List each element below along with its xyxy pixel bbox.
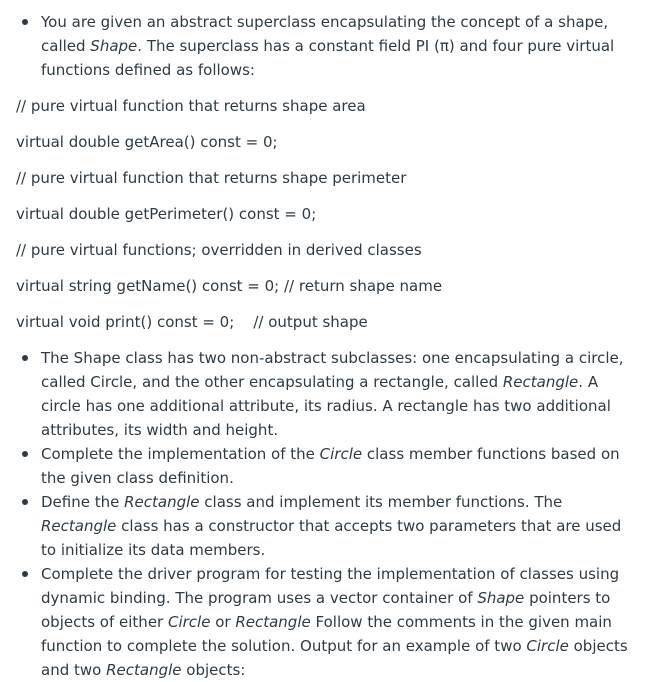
shape-class-name: Shape <box>90 37 138 55</box>
rectangle-class-name-3: Rectangle <box>235 613 311 631</box>
circle-class-name-2: Circle <box>526 637 569 655</box>
bullet-driver <box>0 562 669 682</box>
bullet-subclasses <box>0 346 669 442</box>
requirements-list <box>0 346 669 682</box>
bullet-subclasses-text-1: The Shape class has two non-abstract subclasses: one encapsulating a circle, called Circle, and the other encapsulating a rectangle, called <box>41 349 624 391</box>
circle-class-name: Circle <box>319 445 363 463</box>
shape-class-name-2: Shape <box>477 589 525 607</box>
rectangle-class-name-4: Rectangle <box>106 661 182 679</box>
intro-text-2: . The superclass has a constant field PI (π) and four pure virtual functions defined as follows: <box>41 37 615 79</box>
bullet-rect-text-1: Define the <box>41 493 125 511</box>
code-get-name: virtual string getName() const = 0; // return shape name <box>16 277 443 295</box>
bullet-driver-text-6: objects: <box>181 661 246 679</box>
bullet-subclasses-text-2: . A circle has one additional attribute, its radius. A rectangle has two additional attributes, its width and height. <box>41 373 611 439</box>
code-comment-overridden: // pure virtual functions; overridden in derived classes <box>16 241 422 259</box>
intro-text-1: You are given an abstract superclass encapsulating the concept of a shape, called <box>41 13 609 55</box>
bullet-rect-text-3: class has a constructor that accepts two parameters that are used to initialize its data members. <box>41 517 622 559</box>
bullet-driver-text-4: Follow the comments in the given main function to complete the solution. Output for an example of two <box>41 613 612 655</box>
circle-class-name-1: Circle <box>167 613 211 631</box>
bullet-circle-text-1: Complete the implementation of the <box>41 445 320 463</box>
rectangle-class-name-1: Rectangle <box>124 493 200 511</box>
bullet-driver-text-5: objects and two <box>41 637 628 679</box>
code-comment-area: // pure virtual function that returns shape area <box>16 97 366 115</box>
rectangle-class-name-2: Rectangle <box>41 517 117 535</box>
bullet-circle-text-2: class member functions based on the given class definition. <box>41 445 620 487</box>
bullet-driver-text-3: or <box>210 613 236 631</box>
bullet-rectangle-def <box>0 490 669 562</box>
requirements-section <box>0 346 669 682</box>
intro-bullet <box>0 10 669 82</box>
code-get-area: virtual double getArea() const = 0; <box>16 133 278 151</box>
bullet-driver-text-2: pointers to objects of either <box>41 589 611 631</box>
bullet-rect-text-2: class and implement its member functions. The <box>199 493 563 511</box>
intro-section <box>0 10 669 82</box>
code-comment-perimeter: // pure virtual function that returns shape perimeter <box>16 169 407 187</box>
code-get-perimeter: virtual double getPerimeter() const = 0; <box>16 205 317 223</box>
intro-list <box>0 10 669 82</box>
rectangle-class-name: Rectangle <box>502 373 579 391</box>
bullet-circle-impl <box>0 442 669 490</box>
code-print: virtual void print() const = 0; // output shape <box>16 313 368 331</box>
bullet-driver-text-1: Complete the driver program for testing the implementation of classes using dynamic binding. The program uses a vector container of <box>41 565 620 607</box>
